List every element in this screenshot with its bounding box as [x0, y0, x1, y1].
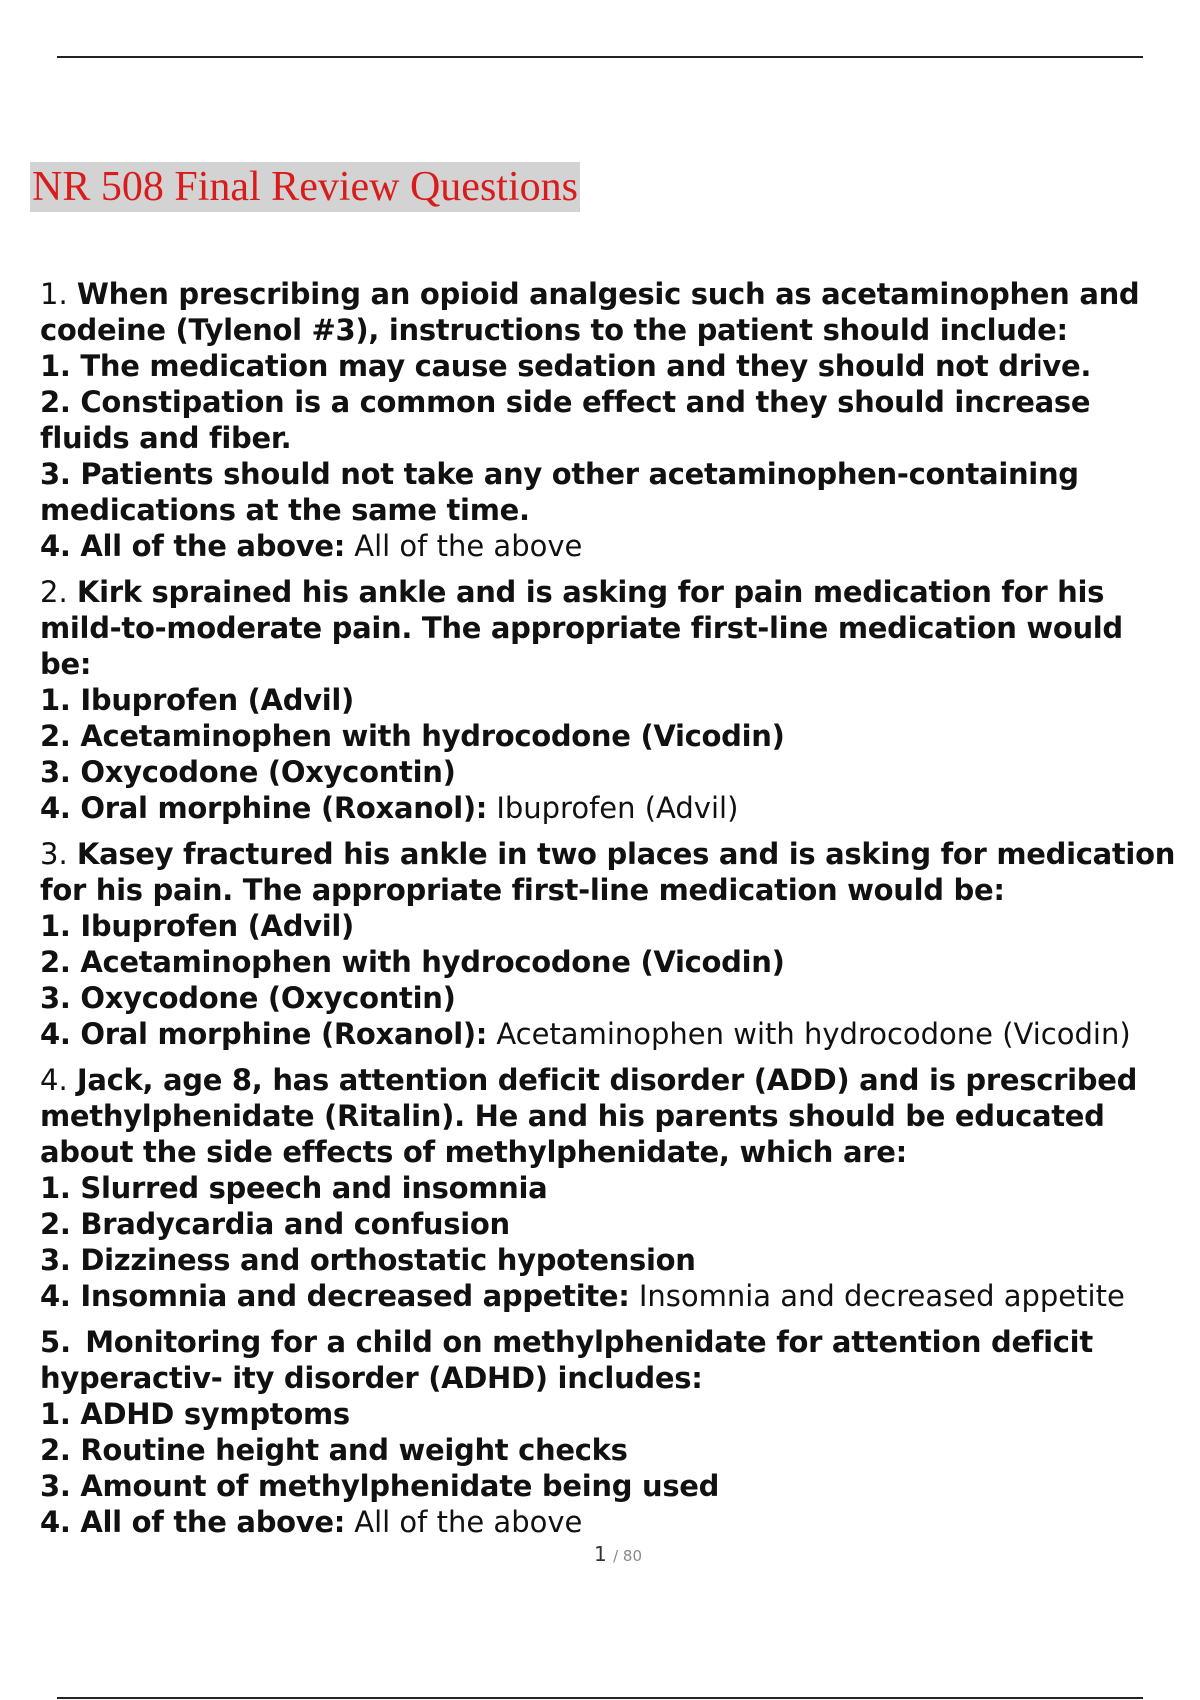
answer: All of the above: [354, 529, 583, 563]
question-number: 1.: [40, 277, 68, 311]
current-page: 1: [593, 1542, 607, 1566]
question-text: Jack, age 8, has attention deficit disorder (ADD) and is prescribed methylphenidate (Ritalin). He and his parents should be educated about the side effects of methylphenidate, which are:: [40, 1063, 1138, 1169]
option: 3. Patients should not take any other acetaminophen-containing medications at the same time.: [40, 457, 1079, 527]
option: 3. Oxycodone (Oxycontin): [40, 981, 456, 1015]
option: 3. Dizziness and orthostatic hypotension: [40, 1243, 696, 1277]
option: 2. Acetaminophen with hydrocodone (Vicodin): [40, 719, 785, 753]
question-number: 5.: [40, 1325, 72, 1359]
question-3: [40, 836, 1180, 1052]
option: 2. Acetaminophen with hydrocodone (Vicodin): [40, 945, 785, 979]
top-rule: [57, 56, 1143, 58]
question-1: [40, 276, 1180, 564]
option: 2. Bradycardia and confusion: [40, 1207, 510, 1241]
option: 1. ADHD symptoms: [40, 1397, 350, 1431]
bottom-rule: [57, 1697, 1143, 1699]
question-4: [40, 1062, 1180, 1314]
option: 1. Ibuprofen (Advil): [40, 909, 354, 943]
option: 1. The medication may cause sedation and they should not drive.: [40, 349, 1092, 383]
option: 4. Insomnia and decreased appetite:: [40, 1279, 630, 1313]
question-number: 3.: [40, 837, 68, 871]
total-pages: / 80: [613, 1547, 642, 1565]
question-2: [40, 574, 1180, 826]
option: 1. Slurred speech and insomnia: [40, 1171, 548, 1205]
question-text: When prescribing an opioid analgesic such as acetaminophen and codeine (Tylenol #3), instructions to the patient should include:: [40, 277, 1140, 347]
answer: Acetaminophen with hydrocodone (Vicodin): [496, 1017, 1131, 1051]
question-5: [40, 1324, 1180, 1540]
option: 2. Constipation is a common side effect and they should increase fluids and fiber.: [40, 385, 1091, 455]
option: 3. Amount of methylphenidate being used: [40, 1469, 720, 1503]
question-number: 4.: [40, 1063, 68, 1097]
question-text: Kirk sprained his ankle and is asking for pain medication for his mild-to-moderate pain. The appropriate first-line medication would be:: [40, 575, 1123, 681]
option: 4. Oral morphine (Roxanol):: [40, 1017, 488, 1051]
option: 4. All of the above:: [40, 529, 346, 563]
option: 1. Ibuprofen (Advil): [40, 683, 354, 717]
question-text: Monitoring for a child on methylphenidate for attention deficit hyperactiv- ity disorder (ADHD) includes:: [40, 1325, 1093, 1395]
answer: All of the above: [354, 1505, 583, 1539]
option: 4. All of the above:: [40, 1505, 346, 1539]
answer: Insomnia and decreased appetite: [638, 1279, 1125, 1313]
page-indicator: [0, 1542, 1200, 1566]
answer: Ibuprofen (Advil): [496, 791, 739, 825]
question-list: [40, 276, 1180, 1550]
option: 3. Oxycodone (Oxycontin): [40, 755, 456, 789]
option: 4. Oral morphine (Roxanol):: [40, 791, 488, 825]
question-text: Kasey fractured his ankle in two places and is asking for medication for his pain. The appropriate first-line medication would be:: [40, 837, 1176, 907]
question-number: 2.: [40, 575, 68, 609]
document-title: NR 508 Final Review Questions: [32, 164, 578, 210]
option: 2. Routine height and weight checks: [40, 1433, 628, 1467]
